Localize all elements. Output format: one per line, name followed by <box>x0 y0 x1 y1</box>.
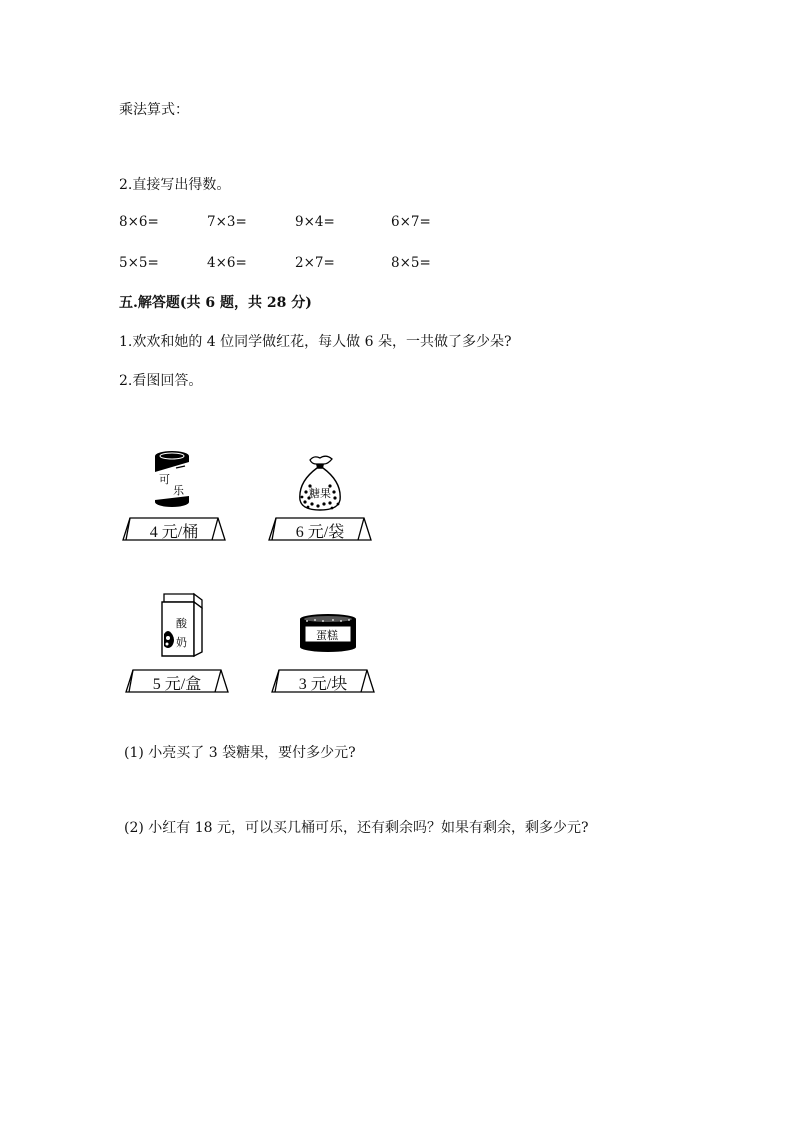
question-2-title: 2.直接写出得数。 <box>119 177 231 193</box>
candy-label: 糖果 <box>309 487 331 500</box>
expression-r1c2: 7×3= <box>207 214 247 230</box>
price-cake: 3 元/块 <box>298 676 348 693</box>
price-tag-cola <box>122 517 226 541</box>
price-tag-cake <box>271 669 375 693</box>
price-tag-yogurt <box>125 669 229 693</box>
price-cola: 4 元/桶 <box>149 524 199 541</box>
yogurt-label-bottom: 奶 <box>176 636 187 649</box>
product-cake <box>271 610 381 700</box>
expression-r2c2: 4×6= <box>207 255 247 271</box>
price-yogurt: 5 元/盒 <box>152 676 202 693</box>
section-5-question-2: 2.看图回答。 <box>119 373 203 389</box>
candy-bag-icon <box>294 452 346 514</box>
sub-question-1: (1) 小亮买了 3 袋糖果，要付多少元? <box>124 745 356 761</box>
product-candy <box>268 450 378 545</box>
expression-r2c3: 2×7= <box>295 255 335 271</box>
section-5-question-1: 1.欢欢和她的 4 位同学做红花，每人做 6 朵，一共做了多少朵? <box>119 334 512 350</box>
multiplication-label: 乘法算式： <box>119 102 189 118</box>
expression-r2c1: 5×5= <box>119 255 159 271</box>
expression-r2c4: 8×5= <box>391 255 431 271</box>
price-candy: 6 元/袋 <box>295 524 345 541</box>
yogurt-label-top: 酸 <box>176 617 187 630</box>
cola-can-icon <box>152 450 192 508</box>
cake-label: 蛋糕 <box>316 629 338 642</box>
sub-question-2: (2) 小红有 18 元，可以买几桶可乐，还有剩余吗？如果有剩余，剩多少元? <box>124 820 589 836</box>
expression-r1c1: 8×6= <box>119 214 159 230</box>
cola-label-top: 可 <box>159 473 170 486</box>
section-5-heading: 五.解答题(共 6 题，共 28 分) <box>119 295 312 311</box>
expression-r1c3: 9×4= <box>295 214 335 230</box>
expression-r1c4: 6×7= <box>391 214 431 230</box>
product-cola <box>122 450 232 545</box>
price-tag-candy <box>268 517 372 541</box>
product-yogurt <box>125 592 235 697</box>
cola-label-bottom: 乐 <box>173 484 184 497</box>
